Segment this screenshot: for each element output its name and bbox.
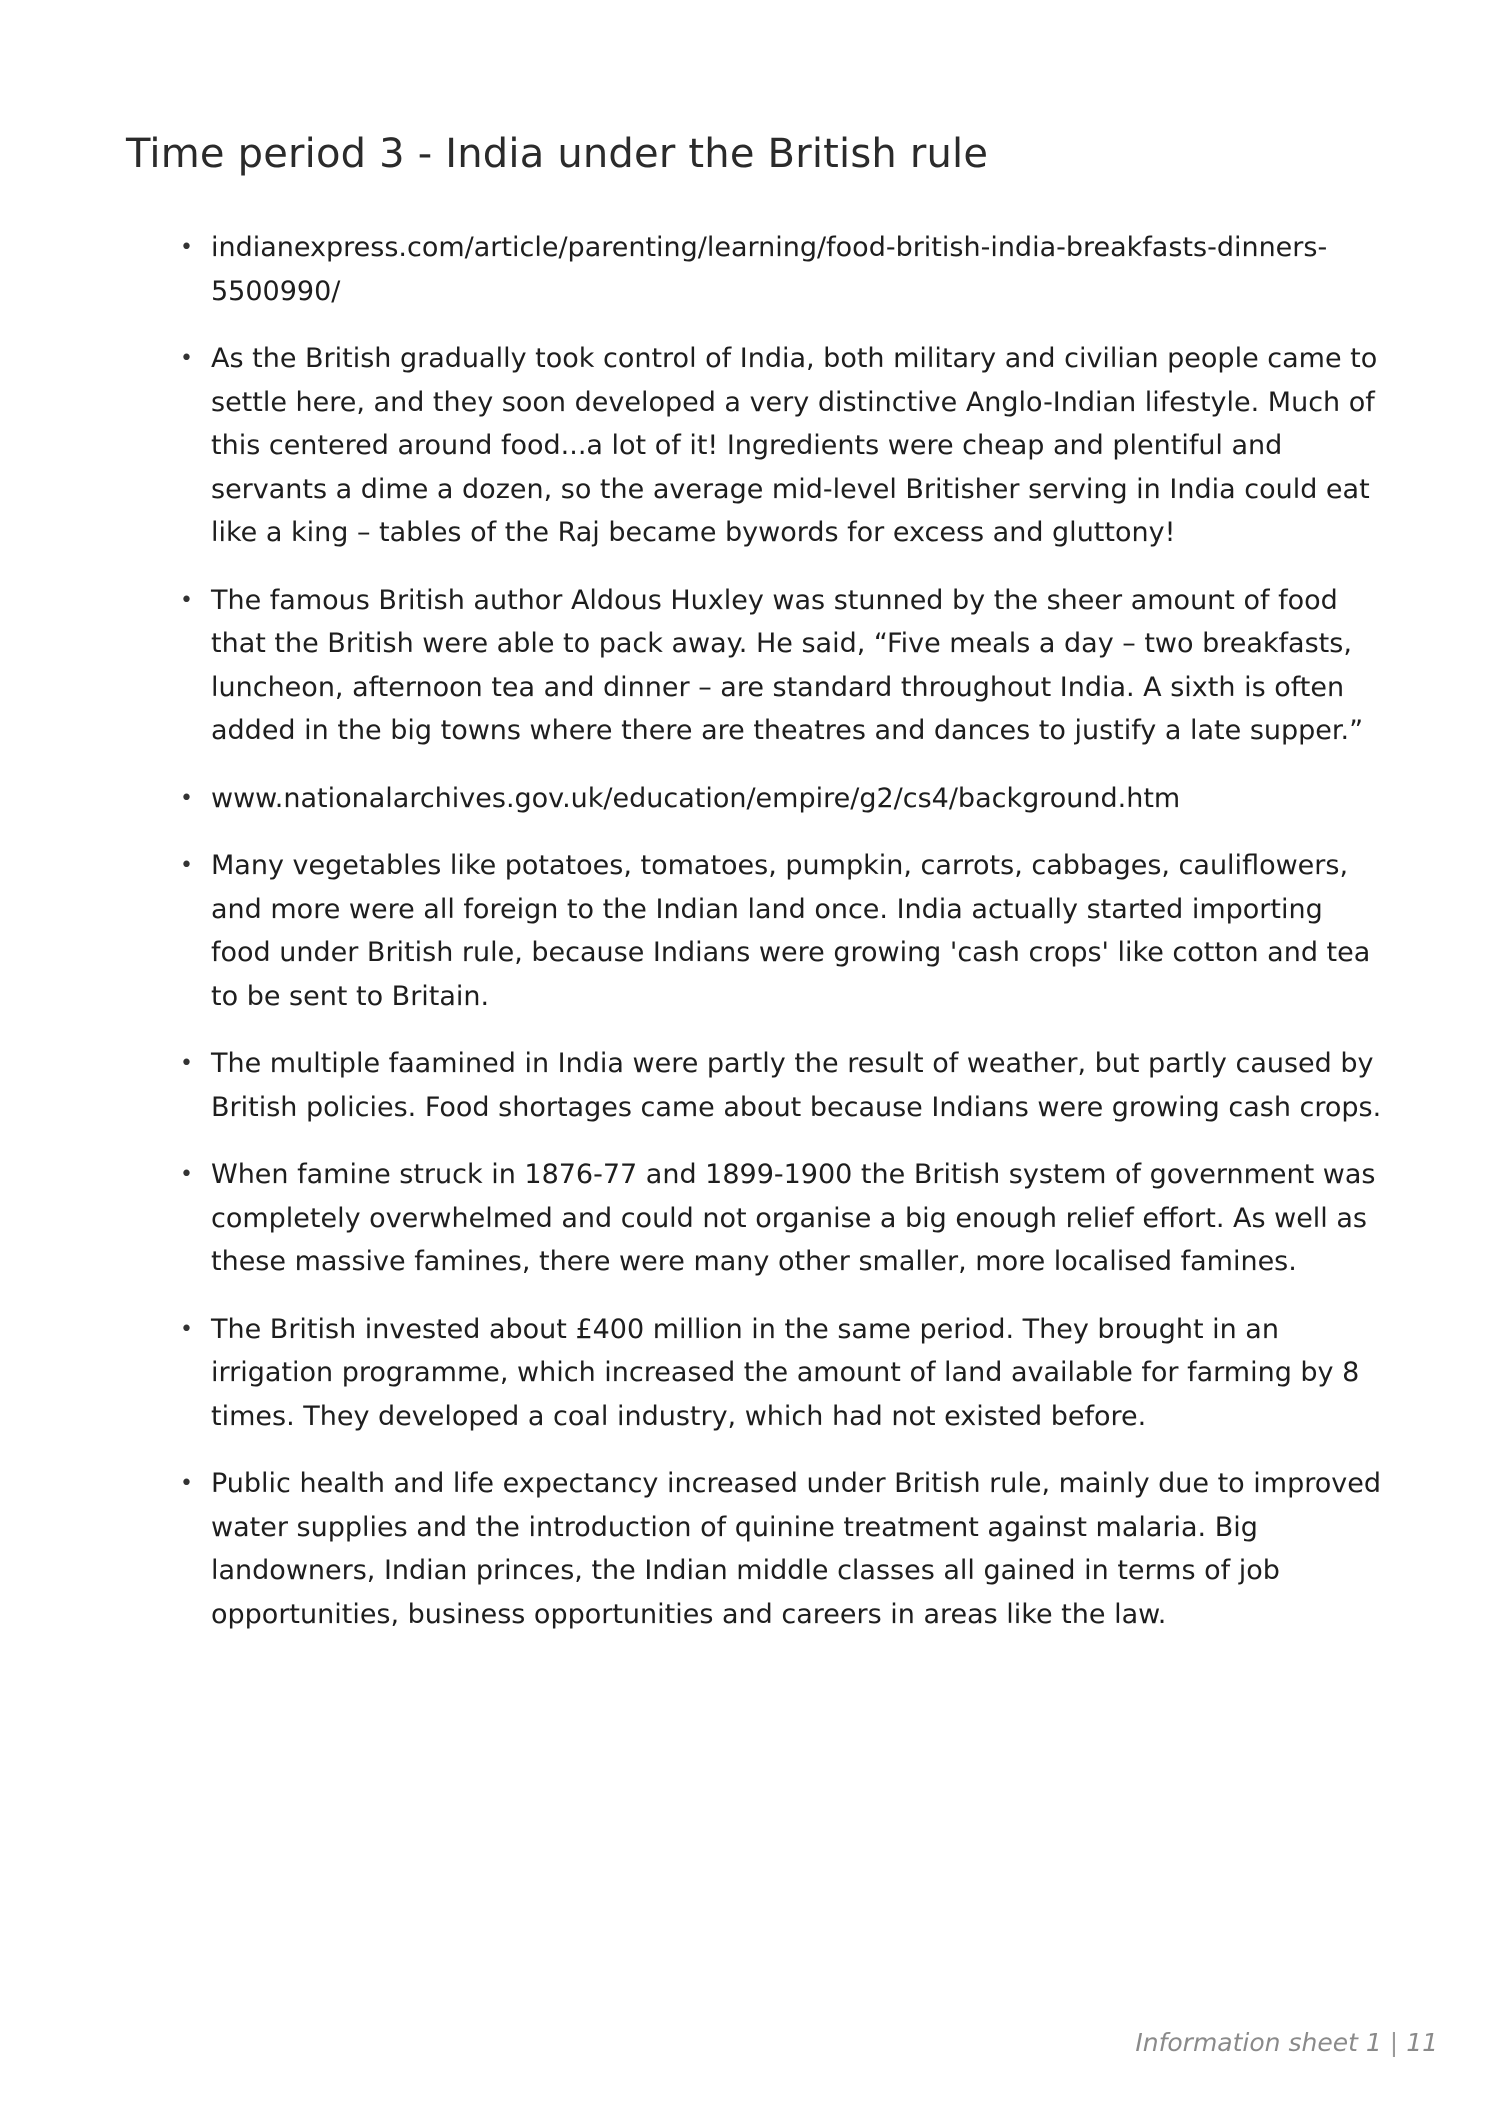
footer-separator: | <box>1389 2028 1399 2057</box>
bullet-item-public-health <box>180 1462 1390 1636</box>
bullet-icon: • <box>180 853 193 878</box>
bullet-icon: • <box>180 235 193 260</box>
bullet-item-source-link-2 <box>180 777 1390 821</box>
bullet-icon: • <box>180 785 193 811</box>
bullet-text: The famous British author Aldous Huxley was stunned by the sheer amount of food that the British were able to pack away. He said, “Five meals a day – two breakfasts, luncheon, afternoon tea and dinner – are standard throughout India. A sixth is often added in the big towns where there are theatres and dances to justify a late supper.” <box>211 584 1364 746</box>
bullet-text: The multiple faamined in India were partly the result of weather, but partly caused by British policies. Food shortages came about because Indians were growing cash crops. <box>211 1048 1382 1123</box>
bullet-item-famine-relief <box>180 1153 1390 1284</box>
bullet-item-huxley-quote <box>180 579 1390 753</box>
bullet-item-vegetables <box>180 844 1390 1018</box>
bullet-text: indianexpress.com/article/parenting/learning/food-british-india-breakfasts-dinners-5500990/ <box>211 232 1328 307</box>
bullet-item-anglo-indian-lifestyle <box>180 337 1390 555</box>
bullet-icon: • <box>180 1162 193 1187</box>
footer-label: Information sheet 1 <box>1135 2028 1382 2057</box>
bullet-icon: • <box>180 587 193 613</box>
bullet-icon: • <box>180 1316 193 1342</box>
page-number: 11 <box>1406 2028 1438 2057</box>
bullet-text: As the British gradually took control of India, both military and civilian people came to settle here, and they soon developed a very distinctive Anglo-Indian lifestyle. Much of this centered around food...a lot of it! Ingredients were cheap and plentiful and servants a dime a dozen, so the average mid-level Britisher serving in India could eat like a king – tables of the Raj became bywords for excess and gluttony! <box>211 343 1378 548</box>
bullet-text: When famine struck in 1876-77 and 1899-1900 the British system of government was completely overwhelmed and could not organise a big enough relief effort. As well as these massive famines, there were many other smaller, more localised famines. <box>211 1159 1376 1277</box>
bullet-text: The British invested about £400 million in the same period. They brought in an irrigation programme, which increased the amount of land available for farming by 8 times. They developed a coal industry, which had not existed before. <box>211 1313 1360 1432</box>
bullet-item-source-link-1 <box>180 226 1390 313</box>
bullet-list <box>180 226 1390 1660</box>
bullet-text: Public health and life expectancy increased under British rule, mainly due to improved water supplies and the introduction of quinine treatment against malaria. Big landowners, Indian princes, the Indian middle classes all gained in terms of job opportunities, business opportunities and careers in areas like the law. <box>211 1468 1381 1630</box>
bullet-icon: • <box>180 1051 193 1076</box>
page-footer <box>1135 2028 1438 2057</box>
bullet-text: Many vegetables like potatoes, tomatoes, pumpkin, carrots, cabbages, cauliflowers, and more were all foreign to the Indian land once. India actually started importing food under British rule, because Indians were growing 'cash crops' like cotton and tea to be sent to Britain. <box>211 850 1371 1012</box>
bullet-text: www.nationalarchives.gov.uk/education/empire/g2/cs4/background.htm <box>211 782 1181 814</box>
bullet-item-investment <box>180 1308 1390 1439</box>
bullet-icon: • <box>180 1471 193 1496</box>
page-title: Time period 3 - India under the British rule <box>126 131 989 177</box>
bullet-item-famines-causes <box>180 1042 1390 1129</box>
bullet-icon: • <box>180 346 193 371</box>
